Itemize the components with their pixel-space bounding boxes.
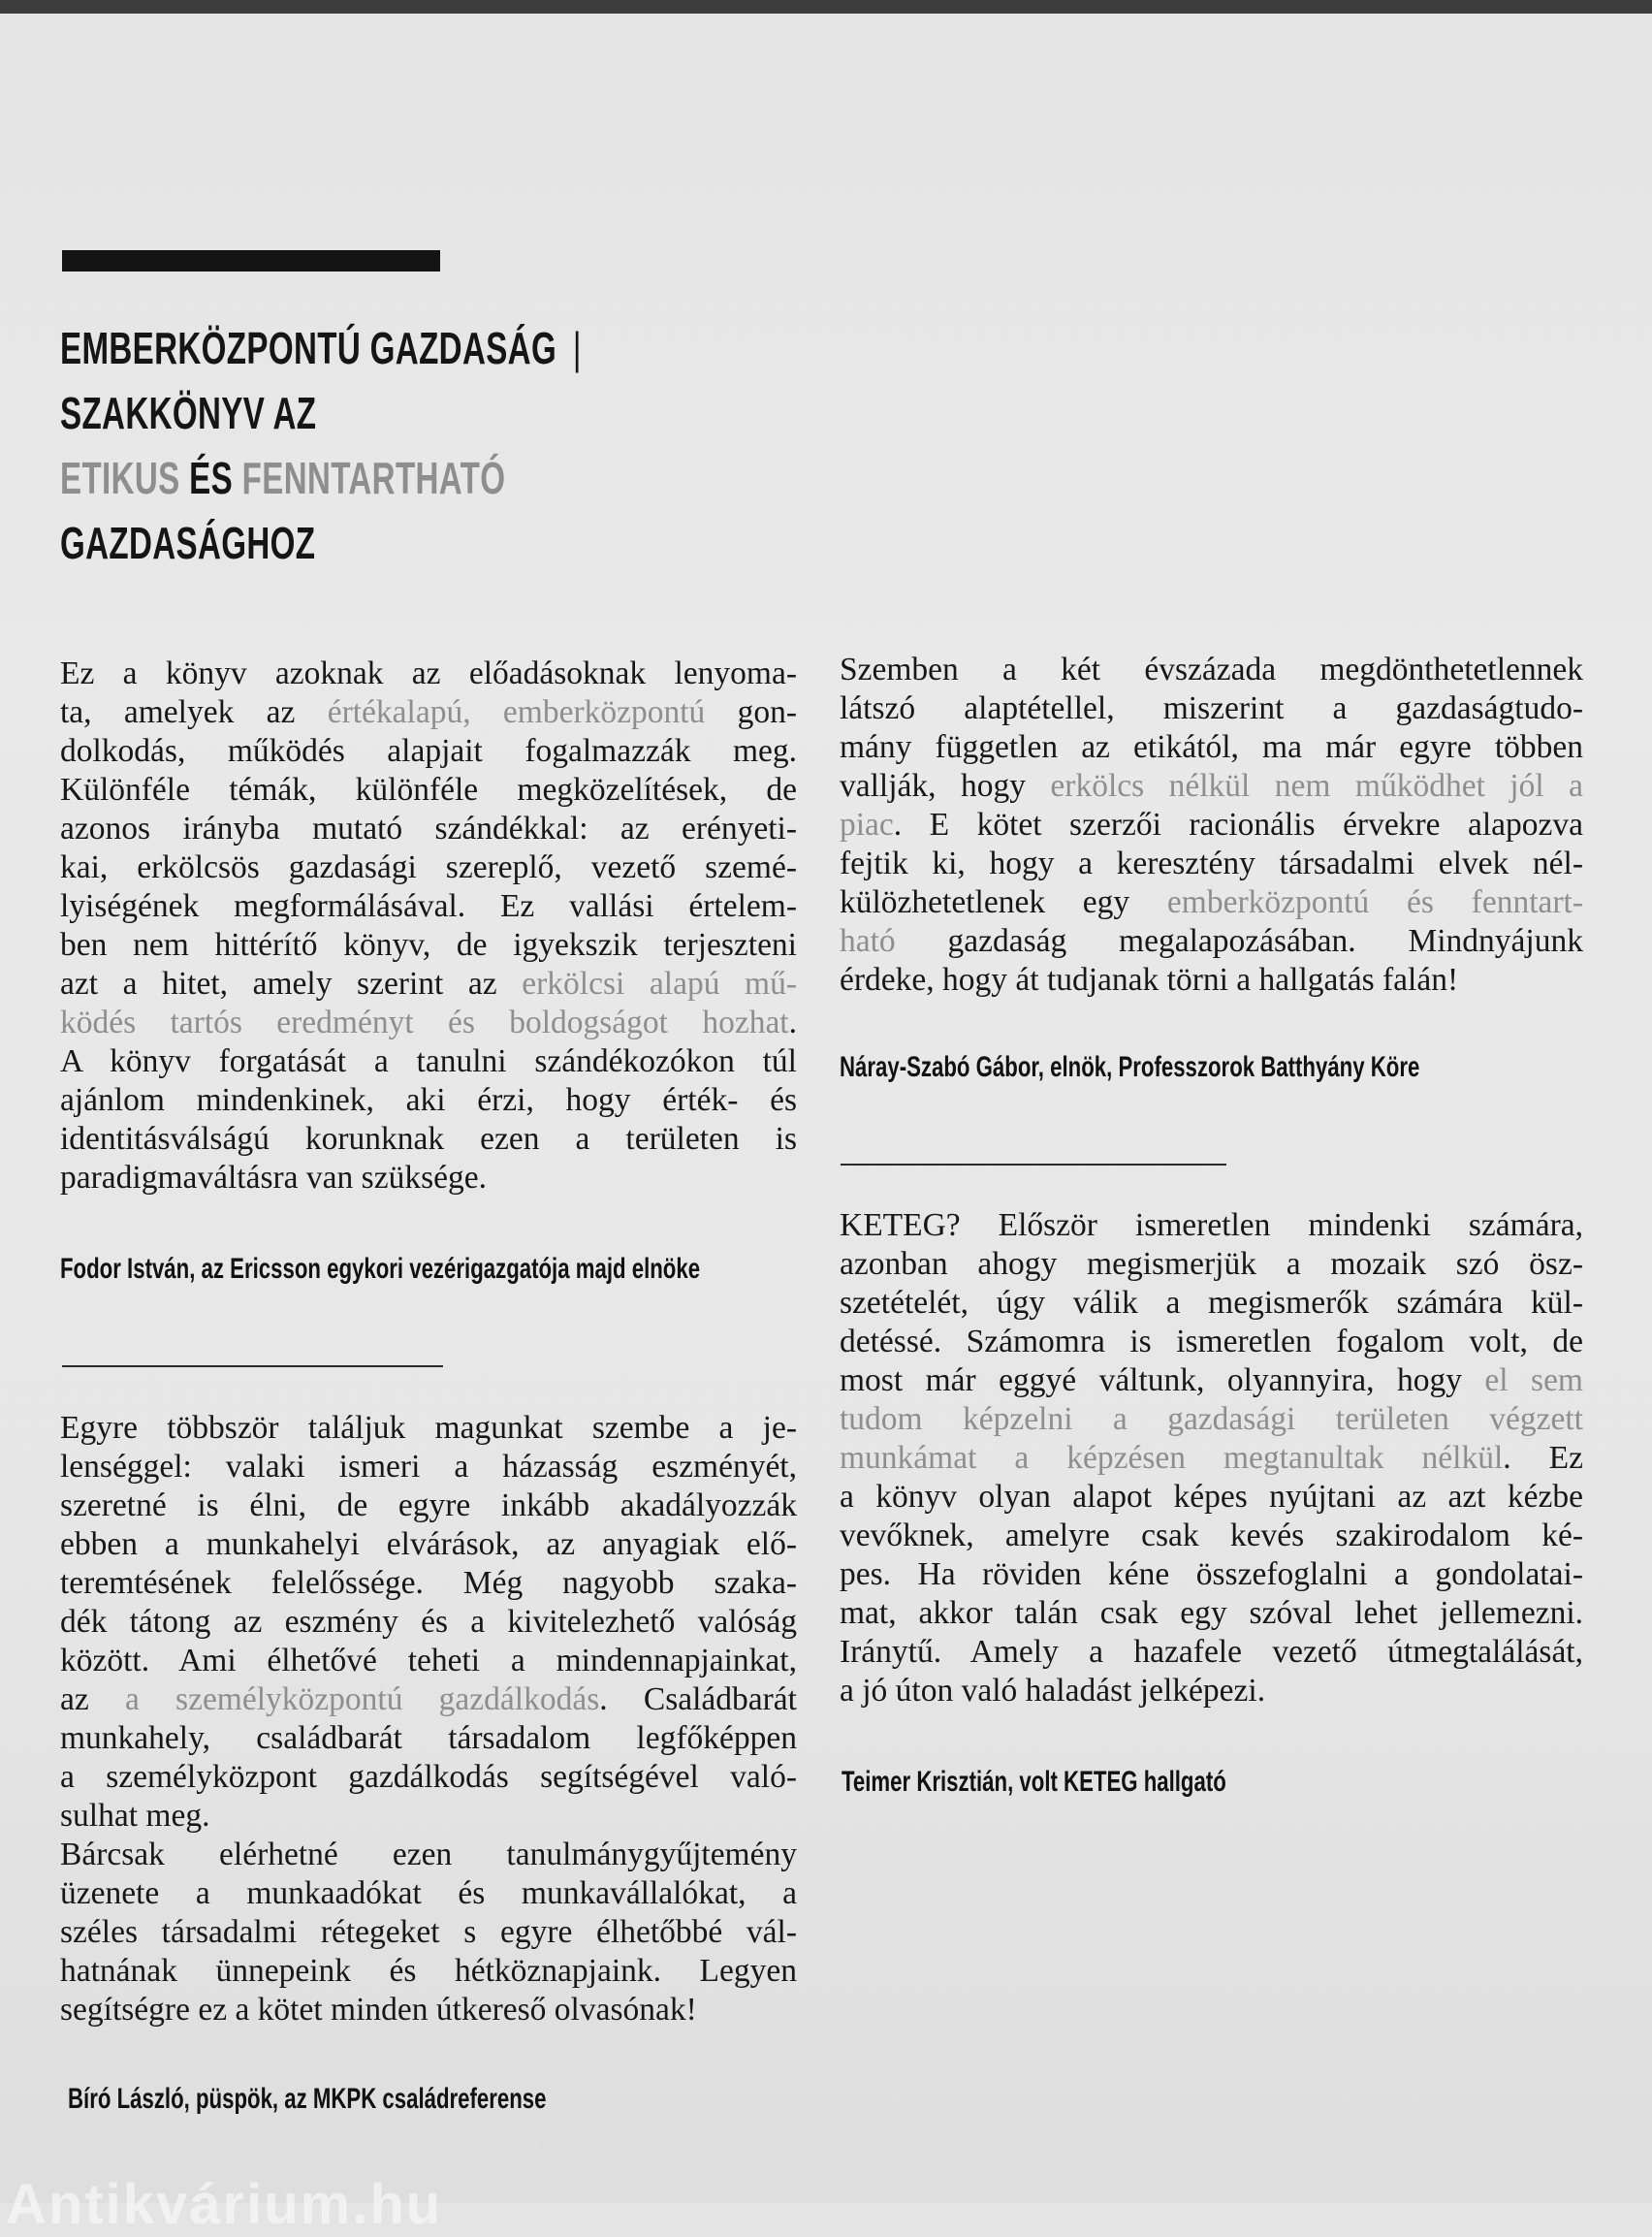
text-line [60, 1642, 797, 1680]
text-line [840, 1672, 1583, 1710]
text-segment: segítségre ez a kötet minden útkereső olvasónak! [60, 1992, 697, 2028]
text-segment: között. Ami élhetővé teheti a mindennapjainkat, [60, 1643, 797, 1678]
text-line [840, 651, 1583, 689]
text-segment: látszó alaptétellel, miszerint a gazdaságtudo- [840, 690, 1583, 726]
text-segment: kai, erkölcsös gazdasági szereplő, vezető szemé- [60, 849, 797, 885]
text-segment: fejtik ki, hogy a keresztény társadalmi elvek nél- [840, 846, 1583, 881]
text-line [840, 1555, 1583, 1594]
text-segment: szeretné is élni, de egyre inkább akadályozzák [60, 1487, 797, 1523]
top-edge-strip [0, 0, 1652, 14]
text-segment: gazdaság megalapozásában. Mindnyájunk [895, 923, 1583, 959]
text-segment: identitásválságú korunknak ezen a területen is [60, 1121, 797, 1157]
text-line [840, 883, 1583, 922]
text-line [840, 728, 1583, 767]
text-segment: széles társadalmi rétegeket s egyre élhetőbbé vál- [60, 1914, 797, 1950]
text-segment: munkahely, családbarát társadalom legfőképpen [60, 1720, 797, 1756]
text-segment: Iránytű. Amely a hazafele vezető útmegtalálását, [840, 1634, 1583, 1670]
highlighted-phrase: ható [840, 923, 896, 959]
text-line [840, 845, 1583, 883]
text-line [840, 961, 1583, 1000]
text-line [60, 1758, 797, 1797]
text-line [60, 771, 797, 810]
text-segment: Egyre többször találjuk magunkat szembe a je- [60, 1410, 797, 1446]
title-line-1: EMBERKÖZPONTÚ GAZDASÁG | [60, 323, 582, 373]
text-line [840, 689, 1583, 728]
text-line [60, 693, 797, 732]
text-line [60, 1564, 797, 1603]
text-segment: dék tátong az eszmény és a kivitelezhető valóság [60, 1604, 797, 1640]
text-line [840, 1439, 1583, 1478]
attribution-fodor: Fodor István, az Ericsson egykori vezérigazgatója majd elnöke [60, 1253, 701, 1285]
text-line [60, 810, 797, 848]
text-segment: külözhetetlenek egy [840, 884, 1167, 920]
text-line [60, 1952, 797, 1991]
text-segment: mány független az etikától, ma már egyre többen [840, 729, 1583, 765]
highlighted-phrase: a személyközpontú gazdálkodás [124, 1681, 600, 1717]
separator-right [841, 1164, 1226, 1166]
text-segment: hatnának ünnepeink és hétköznapjaink. Legyen [60, 1953, 797, 1989]
text-line [60, 1874, 797, 1913]
text-segment: Bárcsak elérhetné ezen tanulmánygyűjtemény [60, 1837, 797, 1872]
page-title [60, 316, 582, 576]
text-segment: szetételét, úgy válik a megismerők számára kül- [840, 1285, 1583, 1321]
title-line-4: GAZDASÁGHOZ [60, 518, 316, 568]
text-line [60, 1486, 797, 1525]
quote-naray [840, 651, 1583, 1000]
text-line [60, 1042, 797, 1081]
text-line [60, 1991, 797, 2029]
text-line [840, 1400, 1583, 1439]
text-line [840, 1633, 1583, 1672]
text-line [60, 1159, 797, 1198]
text-segment: a könyv olyan alapot képes nyújtani az azt kézbe [840, 1479, 1583, 1515]
text-line [60, 1836, 797, 1874]
text-line [840, 1284, 1583, 1323]
text-segment: detéssé. Számomra is ismeretlen fogalom volt, de [840, 1324, 1583, 1359]
text-segment: . [788, 1005, 797, 1040]
highlighted-phrase: ködés tartós eredményt és boldogságot hozhat [60, 1005, 789, 1040]
title-pipe: | [572, 323, 582, 373]
text-segment: a személyközpont gazdálkodás segítségével való- [60, 1759, 797, 1795]
text-line [840, 1594, 1583, 1633]
text-line [840, 767, 1583, 806]
text-line [60, 1603, 797, 1642]
separator-left [62, 1365, 443, 1367]
text-segment: Ez a könyv azoknak az előadásoknak lenyoma- [60, 655, 797, 691]
text-segment: sulhat meg. [60, 1798, 210, 1834]
quote-teimer [840, 1206, 1583, 1710]
text-line [840, 806, 1583, 845]
text-segment: . E kötet szerzői racionális érvekre alapozva [893, 807, 1583, 843]
text-line [840, 922, 1583, 961]
text-line [60, 1409, 797, 1448]
text-line [840, 1245, 1583, 1284]
text-line [840, 1323, 1583, 1361]
text-line [60, 1719, 797, 1758]
highlighted-phrase: piac [840, 807, 894, 843]
highlighted-phrase: emberközpontú és fenntart- [1166, 884, 1583, 920]
text-segment: lenséggel: valaki ismeri a házasság eszményét, [60, 1449, 797, 1485]
text-segment: . Ez [1503, 1440, 1583, 1476]
text-line [840, 1206, 1583, 1245]
highlighted-phrase: értékalapú, emberközpontú [327, 694, 706, 730]
text-line [60, 887, 797, 926]
text-segment: ta, amelyek az [60, 694, 328, 730]
text-segment: ben nem hittérítő könyv, de igyekszik terjeszteni [60, 927, 797, 963]
text-line [60, 848, 797, 887]
text-segment: Különféle témák, különféle megközelítések, de [60, 772, 797, 808]
title-line-2: SZAKKÖNYV AZ [60, 388, 317, 438]
text-line [840, 1361, 1583, 1400]
text-segment: A könyv forgatását a tanulni szándékozókon túl [60, 1043, 797, 1079]
text-line [60, 732, 797, 771]
text-line [60, 1913, 797, 1952]
text-line [60, 1797, 797, 1836]
text-segment: mat, akkor talán csak egy szóval lehet jellemezni. [840, 1595, 1583, 1631]
text-segment: lyiségének megformálásával. Ez vallási értelem- [60, 888, 797, 924]
highlighted-phrase: munkámat a képzésen megtanultak nélkül [840, 1440, 1504, 1476]
quote-fodor [60, 655, 797, 1198]
title-line-3: ETIKUS ÉS FENNTARTHATÓ [60, 453, 506, 503]
quote-biro [60, 1409, 797, 2029]
text-line [60, 1525, 797, 1564]
text-segment: azonos irányba mutató szándékkal: az erényeti- [60, 811, 797, 847]
text-segment: pes. Ha röviden kéne összefoglalni a gondolatai- [840, 1556, 1583, 1592]
title-rule-bar [62, 250, 440, 272]
text-line [840, 1478, 1583, 1517]
text-line [840, 1517, 1583, 1555]
text-segment: üzenete a munkaadókat és munkavállalókat, a [60, 1875, 797, 1911]
text-line [60, 655, 797, 693]
text-segment: azt a hitet, amely szerint az [60, 966, 523, 1002]
attribution-biro: Bíró László, püspök, az MKPK családreferense [68, 2083, 547, 2115]
text-segment: gon- [705, 694, 798, 730]
text-segment: teremtésének felelőssége. Még nagyobb szaka- [60, 1565, 797, 1601]
highlighted-phrase: tudom képzelni a gazdasági területen végzett [840, 1401, 1583, 1437]
attribution-teimer: Teimer Krisztián, volt KETEG hallgató [842, 1766, 1226, 1798]
text-line [60, 1081, 797, 1120]
text-segment: dolkodás, működés alapjait fogalmazzák meg. [60, 733, 797, 769]
text-segment: KETEG? Először ismeretlen mindenki számára, [840, 1207, 1583, 1243]
text-segment: ajánlom mindenkinek, aki érzi, hogy érték- és [60, 1082, 797, 1118]
highlighted-phrase: erkölcsi alapú mű- [522, 966, 797, 1002]
text-segment: a jó úton való haladást jelképezi. [840, 1673, 1266, 1709]
text-segment: vevőknek, amelyre csak kevés szakirodalom ké- [840, 1518, 1583, 1553]
text-line [60, 1448, 797, 1486]
text-segment: vallják, hogy [840, 768, 1051, 804]
text-line [60, 926, 797, 965]
text-segment: paradigmaváltásra van szüksége. [60, 1160, 487, 1196]
highlighted-phrase: erkölcs nélkül nem működhet jól a [1050, 768, 1583, 804]
text-segment: most már eggyé váltunk, olyannyira, hogy [840, 1362, 1485, 1398]
text-segment: azonban ahogy megismerjük a mozaik szó ösz- [840, 1246, 1583, 1282]
text-line [60, 965, 797, 1004]
text-segment: Szemben a két évszázada megdönthetetlennek [840, 652, 1583, 687]
text-line [60, 1680, 797, 1719]
text-segment: érdeke, hogy át tudjanak törni a hallgatás falán! [840, 962, 1459, 998]
text-line [60, 1120, 797, 1159]
text-segment: ebben a munkahelyi elvárások, az anyagiak elő- [60, 1526, 797, 1562]
text-segment: . Családbarát [599, 1681, 797, 1717]
attribution-naray: Náray-Szabó Gábor, elnök, Professzorok Batthyány Köre [840, 1051, 1420, 1083]
text-line [60, 1004, 797, 1042]
watermark: Antikvárium.hu [6, 2173, 443, 2236]
text-segment: az [60, 1681, 125, 1717]
highlighted-phrase: el sem [1484, 1362, 1583, 1398]
